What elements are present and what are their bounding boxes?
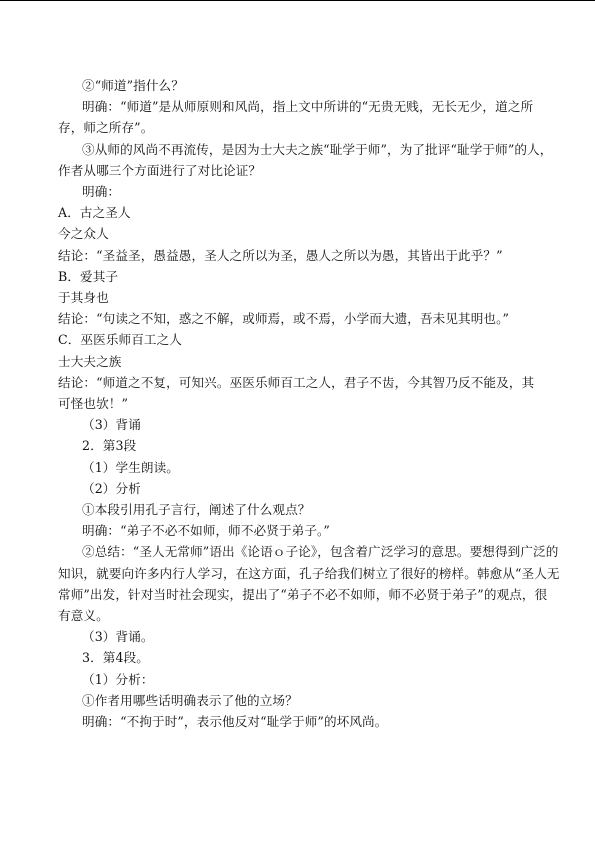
text-line: 知识，就要向许多内行人学习，在这方面，孔子给我们树立了很好的榜样。韩愈从“圣人无 — [58, 565, 560, 581]
text-line: ②总结：“圣人无常师”语出《论语ｏ子论》，包含着广泛学习的意思。要想得到广泛的 — [82, 544, 559, 560]
text-line: ①作者用哪些话明确表示了他的立场？ — [82, 692, 298, 708]
text-line: ③从师的风尚不再流传，是因为士大夫之族“耻学于师”，为了批评“耻学于师”的人， — [82, 141, 553, 157]
document-body — [58, 75, 560, 732]
text-line: （3）背诵 — [82, 417, 141, 433]
text-line: 明确： — [82, 184, 121, 200]
text-line: 结论：“师道之不复，可知兴。巫医乐师百工之人，君子不齿，今其智乃反不能及，其 — [58, 374, 535, 390]
text-line: ①本段引用孔子言行，阐述了什么观点？ — [82, 502, 311, 518]
text-line: 明确：“师道”是从师原则和风尚，指上文中所讲的“无贵无贱，无长无少，道之所 — [82, 99, 534, 115]
text-line: B．爱其子 — [58, 268, 119, 284]
header-rule — [0, 0, 595, 1]
text-line: 于其身也 — [58, 290, 109, 306]
text-line: 明确：“弟子不必不如师，师不必贤于弟子。” — [82, 523, 330, 539]
text-line: 有意义。 — [58, 608, 109, 624]
text-line: （1）学生朗读。 — [82, 459, 179, 475]
text-line: C．巫医乐师百工之人 — [58, 332, 182, 348]
text-line: （3）背诵。 — [82, 629, 154, 645]
text-line: （1）分析： — [82, 671, 154, 687]
text-line: （2）分析 — [82, 480, 141, 496]
text-line: 明确：“不拘于时”，表示他反对“耻学于师”的坏风尚。 — [82, 714, 388, 730]
text-line: A．古之圣人 — [58, 205, 131, 221]
text-line: 常师”出发，针对当时社会现实，提出了“弟子不必不如师，师不必贤于弟子”的观点，很 — [58, 586, 548, 602]
text-line: 3．第4段。 — [82, 650, 149, 666]
text-line: 作者从哪三个方面进行了对比论证？ — [58, 162, 262, 178]
text-line: 存，师之所存”。 — [58, 120, 154, 136]
text-line: 今之众人 — [58, 226, 109, 242]
text-line: 士大夫之族 — [58, 353, 122, 369]
text-line: 2．第3段 — [82, 438, 137, 454]
text-line: ②“师道”指什么？ — [82, 78, 184, 93]
text-line: 结论：“句读之不知，惑之不解，或师焉，或不焉，小学而大遗，吾未见其明也。” — [58, 311, 510, 327]
text-line: 可怪也欤！” — [58, 396, 129, 412]
text-line: 结论：“圣益圣，愚益愚，圣人之所以为圣，愚人之所以为愚，其皆出于此乎？” — [58, 247, 503, 263]
